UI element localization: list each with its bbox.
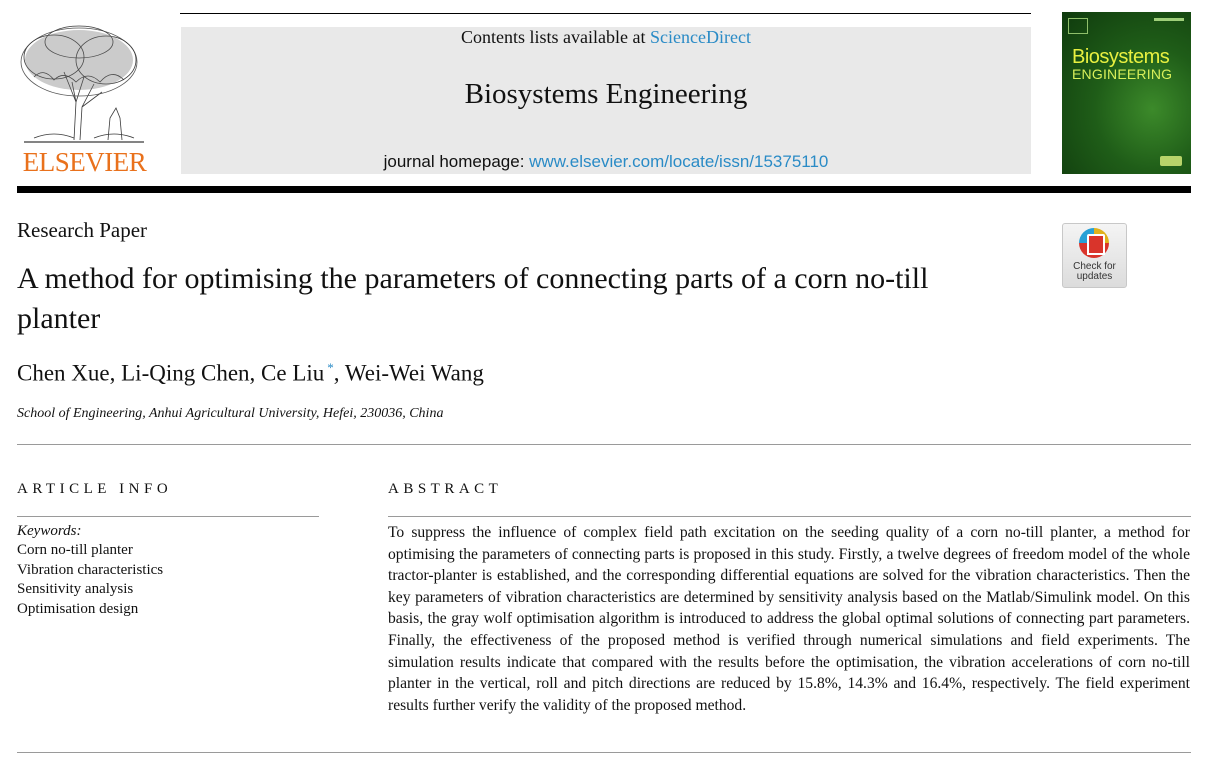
author-affiliation: School of Engineering, Anhui Agricultural University, Hefei, 230036, China [17,406,444,421]
abstract-text: To suppress the influence of complex field path excitation on the seeding quality of a corn no-till planter, a method for optimising the parameters of connecting parts is proposed in this study. Firstly, a twelve degrees of freedom model of the whole tractor-planter is established, and the corresponding differential equations are solved for the vibration characteristics. Then the key parameters of vibration characteristics are determined by sensitivity analysis based on the Matlab/Simulink model. On this basis, the gray wolf optimisation algorithm is introduced to address the global optimal solutions of connecting part parameters. Finally, the effectiveness of the proposed method is verified through numerical simulations and field experiments. The simulation results indicate that compared with the results before the optimisation, the vibration accelerations of corn no-till planter in the vertical, roll and pitch directions are reduced by 15.8%, 14.3% and 16.4%, respectively. The field experiment results further verify the validity of the proposed method. [388,524,1190,714]
journal-title: Biosystems Engineering [464,78,748,110]
crossmark-icon [1079,228,1109,258]
check-for-updates-badge[interactable] [1062,223,1127,288]
contents-prefix: Contents lists available at [461,27,650,47]
sciencedirect-link[interactable]: ScienceDirect [650,27,751,47]
homepage-prefix: journal homepage: [383,152,530,171]
crossmark-label [1063,262,1126,282]
abstract-heading: ABSTRACT [388,481,503,497]
article-info-rule [17,516,319,517]
cover-issn-bar [1154,18,1184,21]
article-info-heading: ARTICLE INFO [17,481,173,497]
keyword-item: Vibration characteristics [17,561,164,578]
journal-homepage-link[interactable]: www.elsevier.com/locate/issn/15375110 [529,152,829,171]
keywords-list [17,541,163,619]
header-top-rule [180,13,1031,14]
cover-society-logo [1160,156,1182,166]
corresponding-author-mark[interactable]: * [327,360,334,375]
cover-publisher-mark [1068,18,1088,34]
journal-homepage-line [181,152,1031,172]
keyword-item: Corn no-till planter [17,542,133,558]
author-name[interactable]: Ce Liu [261,360,325,386]
keyword-item: Sensitivity analysis [17,581,134,597]
article-title: A method for optimising the parameters of connecting parts of a corn no-till planter [17,262,929,335]
crossmark-label-line1: Check for [1073,261,1116,272]
article-type: Research Paper [17,218,148,242]
crossmark-label-line2: updates [1076,271,1113,282]
keywords-label: Keywords: [17,523,82,539]
cover-title-line1: Biosystems [1072,46,1170,68]
elsevier-wordmark: ELSEVIER [22,147,147,177]
author-list: Chen Xue, Li-Qing Chen, Ce Liu *, Wei-Wei Wang [17,360,484,386]
author-name[interactable]: Chen Xue [17,360,110,386]
cover-title-line2: ENGINEERING [1072,66,1173,82]
bottom-divider [17,752,1191,753]
journal-cover-image[interactable] [1062,12,1191,174]
author-name[interactable]: Li-Qing Chen [121,360,250,386]
contents-available-line [181,27,1031,48]
bookmark-icon [1087,234,1105,255]
author-name[interactable]: Wei-Wei Wang [344,360,484,386]
abstract-rule [388,516,1191,517]
header-thick-rule [17,186,1191,193]
affiliation-divider [17,444,1191,445]
keyword-item: Optimisation design [17,600,139,617]
